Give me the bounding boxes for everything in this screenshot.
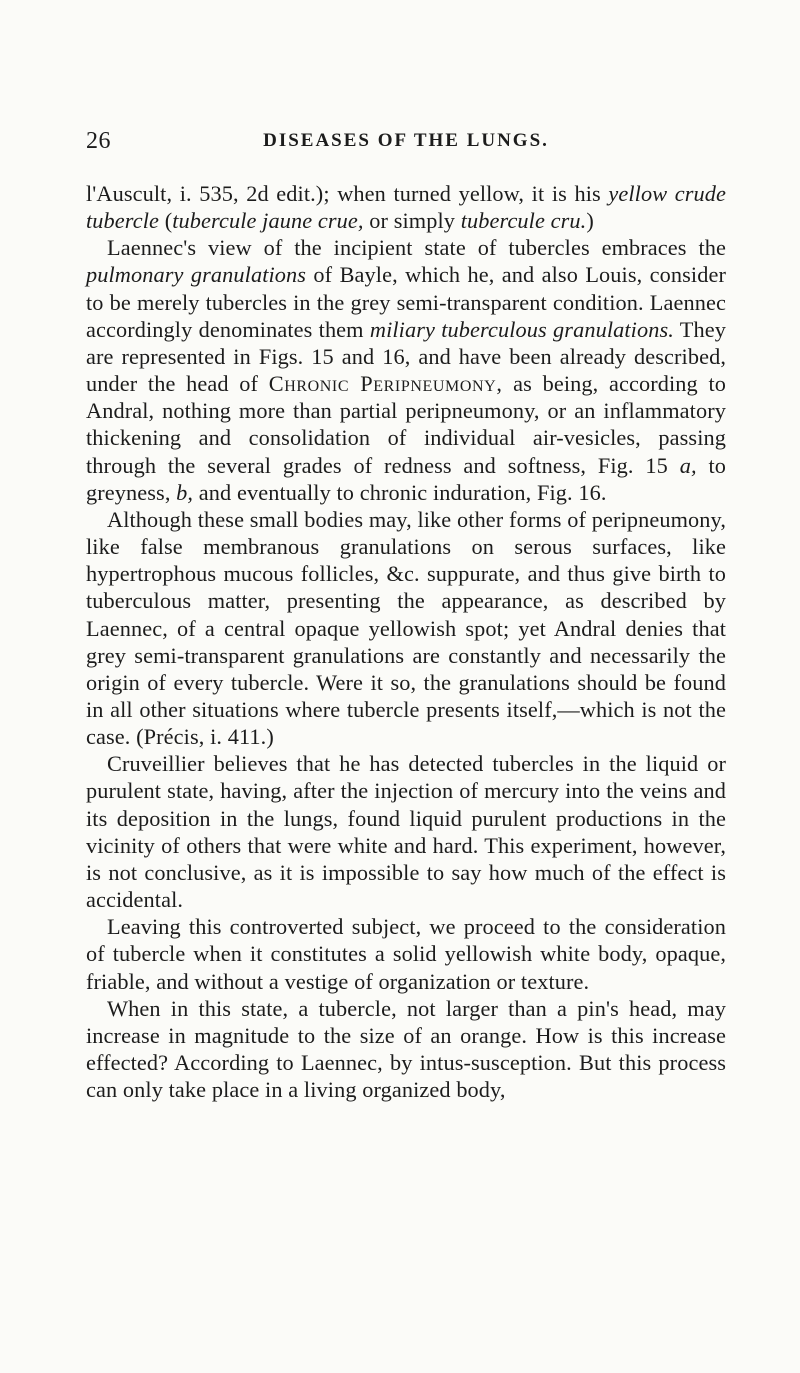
text-run: Although these small bodies may, like other forms of peripneumony, like false membranous granulations on serous surfaces, like hypertrophous mucous follicles, &c. suppurate, and thus give birth to tuberculous matter, presenting the appearance, as described by Laennec, of a central opaque yellowish spot; yet Andral denies that grey semi-transparent granulations are constantly and necessarily the origin of every tubercle. Were it so, the granulations should be found in all other situations where tubercle presents itself,—which is not the case. (Précis, i. 411.) <box>86 506 726 750</box>
italic-run: b, <box>176 479 194 505</box>
italic-run: miliary tuberculous granulations. <box>369 316 674 342</box>
text-run: Leaving this controverted subject, we proceed to the consideration of tubercle when it constitutes a solid yellowish white body, opaque, friable, and without a vestige of organization or texture. <box>86 914 726 994</box>
text-run: as being, according to Andral, nothing more than partial peripneumony, or an inflammatory thickening and consolidation of individual air-vesicles, passing through the several grades of redness and softness, Fig. 15 <box>86 371 726 478</box>
text-run: ( <box>159 208 173 234</box>
text-run: to greyness, <box>86 452 726 505</box>
paragraph <box>86 913 726 994</box>
text-run: or simply <box>363 208 461 234</box>
italic-run: tubercule jaune crue, <box>172 208 364 234</box>
text-run: Cruveillier believes that he has detected tubercles in the liquid or purulent state, having, after the injection of mercury into the veins and its deposition in the lungs, found liquid purulent productions in the vicinity of others that were white and hard. This experiment, however, is not conclusive, as it is impossible to say how much of the effect is accidental. <box>86 751 726 913</box>
running-head <box>86 128 726 158</box>
paragraph <box>86 234 726 506</box>
text-run: l'Auscult, i. 535, 2d edit.); when turned yellow, it is his <box>86 181 609 206</box>
text-run: Laennec's view of the incipient state of tubercles embraces the <box>107 235 726 261</box>
running-title: DISEASES OF THE LUNGS. <box>263 130 549 151</box>
paragraph <box>86 506 726 750</box>
paragraph <box>86 180 726 234</box>
italic-run: yellow crude tubercle <box>86 181 726 234</box>
body-text <box>86 180 726 1103</box>
italic-run: tubercule cru. <box>460 208 587 234</box>
text-run: When in this state, a tubercle, not larger than a pin's head, may increase in magnitude to the size of an orange. How is this increase effected? According to Laennec, by intus-susception. But this process can only take place in a living organized body, <box>86 995 726 1103</box>
page-number: 26 <box>86 128 111 154</box>
paragraph <box>86 750 726 913</box>
paragraph <box>86 995 726 1104</box>
text-run: ) <box>586 208 594 234</box>
small-caps-run: Chronic Peripneumony, <box>268 371 503 397</box>
text-run: They are represented in Figs. 15 and 16, and have been already described, under the head of <box>86 316 726 397</box>
italic-run: pulmonary granulations <box>86 262 307 288</box>
text-run: of Bayle, which he, and also Louis, consider to be merely tubercles in the grey semi-transparent condition. Laennec accordingly denominates them <box>86 262 726 342</box>
italic-run: a, <box>679 452 697 478</box>
text-run: and eventually to chronic induration, Fig. 16. <box>193 479 607 505</box>
